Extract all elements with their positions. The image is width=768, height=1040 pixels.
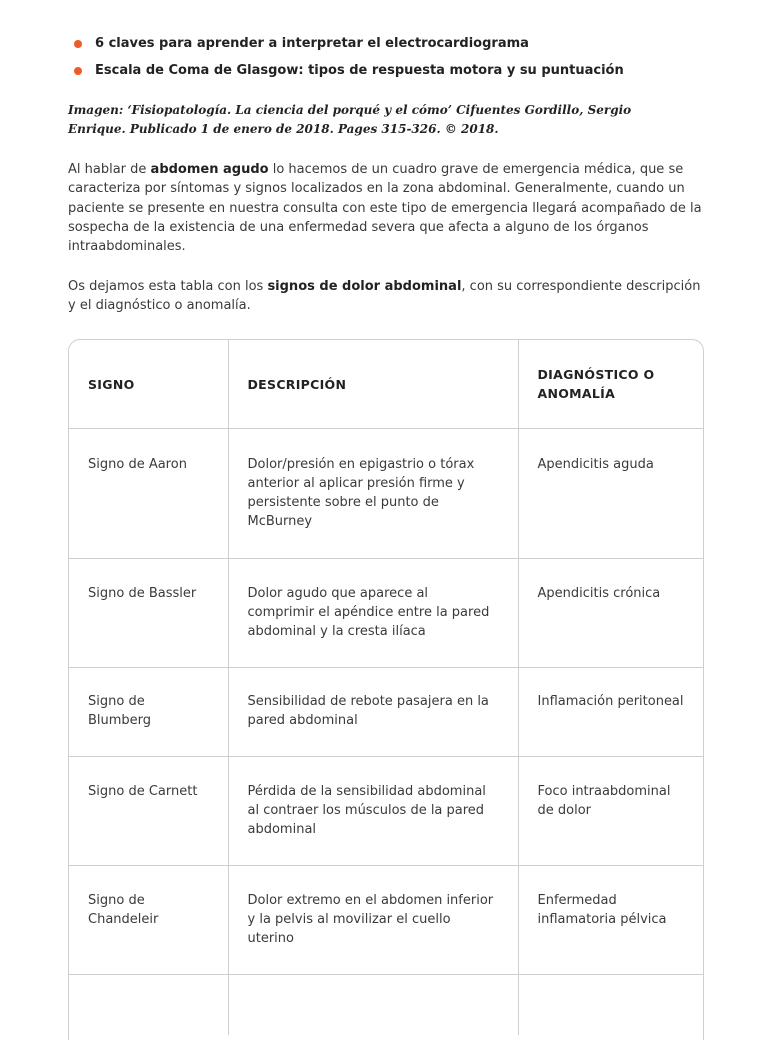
cell-empty [518,975,703,1036]
image-caption: Imagen: ‘Fisiopatología. La ciencia del porqué y el cómo’ Cifuentes Gordillo, Sergio Enrique. Publicado 1 de enero de 2018. Pages 315-326. © 2018. [68,103,632,136]
related-link-item[interactable] [74,57,624,84]
header-descripcion: DESCRIPCIÓN [228,340,518,429]
cell-signo: Signo de Carnett [69,757,228,866]
table-row [69,429,703,559]
table-intro-text-start: Os dejamos esta tabla con los [68,279,268,294]
table-row [69,866,703,975]
cell-empty [228,975,518,1036]
intro-text-start: Al hablar de [68,162,151,177]
cell-diagnostico: Enfermedad inflamatoria pélvica [518,866,703,975]
cell-descripcion: Pérdida de la sensibilidad abdominal al contraer los músculos de la pared abdominal [228,757,518,866]
signs-table-container [68,339,704,1040]
cell-signo: Signo de Aaron [69,429,228,559]
intro-bold-term: abdomen agudo [150,162,269,177]
bullet-dot-icon [74,67,82,75]
related-link-ecg[interactable]: 6 claves para aprender a interpretar el electrocardiograma [95,36,529,51]
table-row [69,668,703,757]
signs-table [69,340,703,1035]
intro-paragraph [68,160,708,256]
cell-signo: Signo de Bassler [69,559,228,668]
related-links-list [74,30,624,84]
cell-descripcion: Dolor extremo en el abdomen inferior y la pelvis al movilizar el cuello uterino [228,866,518,975]
table-intro-bold-term: signos de dolor abdominal [267,279,462,294]
intro-text-end: lo hacemos de un cuadro grave de emergencia médica, que se caracteriza por síntomas y signos localizados en la zona abdominal. Generalmente, cuando un paciente se presente en nuestra consulta con este tipo de emergencia llegará acompañado de la sospecha de la existencia de una enfermedad severa que afecta a alguno de los órganos intraabdominales. [68,162,702,255]
cell-diagnostico: Inflamación peritoneal [518,668,703,757]
table-row [69,559,703,668]
related-link-glasgow[interactable]: Escala de Coma de Glasgow: tipos de respuesta motora y su puntuación [95,63,624,78]
cell-diagnostico: Apendicitis aguda [518,429,703,559]
table-header-row [69,340,703,429]
cell-signo: Signo de Chandeleir [69,866,228,975]
header-signo: SIGNO [69,340,228,429]
cell-empty [69,975,228,1036]
cell-descripcion: Dolor agudo que aparece al comprimir el apéndice entre la pared abdominal y la cresta ilíaca [228,559,518,668]
table-intro-paragraph [68,277,708,316]
header-diagnostico: DIAGNÓSTICO O ANOMALÍA [518,340,703,429]
related-link-item[interactable] [74,30,624,57]
bullet-dot-icon [74,40,82,48]
table-row-partial [69,975,703,1036]
cell-diagnostico: Apendicitis crónica [518,559,703,668]
cell-descripcion: Dolor/presión en epigastrio o tórax anterior al aplicar presión firme y persistente sobre el punto de McBurney [228,429,518,559]
table-row [69,757,703,866]
cell-descripcion: Sensibilidad de rebote pasajera en la pared abdominal [228,668,518,757]
table-intro-text-end: , con su correspondiente descripción y el diagnóstico o anomalía. [68,279,701,314]
cell-signo: Signo de Blumberg [69,668,228,757]
cell-diagnostico: Foco intraabdominal de dolor [518,757,703,866]
